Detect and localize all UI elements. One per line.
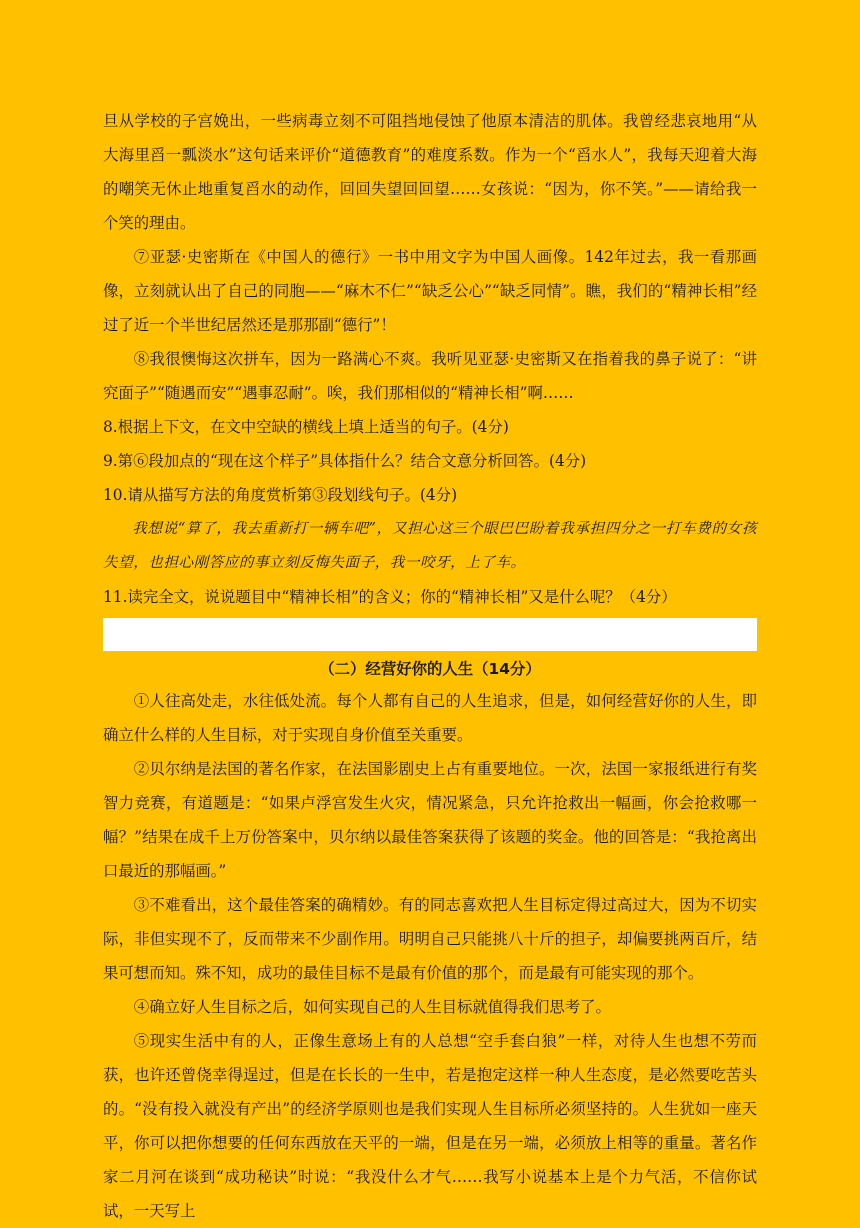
paragraph-8: ⑧我很懊悔这次拼车，因为一路满心不爽。我听见亚瑟·史密斯又在指着我的鼻子说了：“讲究面子”“随遇而安”“遇事忍耐”。唉，我们那相似的“精神长相”啊……	[103, 350, 757, 402]
essay-paragraph-1: ①人往高处走，水往低处流。每个人都有自己的人生追求，但是，如何经营好你的人生，即确立什么样的人生目标，对于实现自身价值至关重要。	[103, 692, 757, 744]
section-2-title: （二）经营好你的人生（14分）	[319, 660, 541, 678]
paragraph-6-continued: 旦从学校的子宫娩出，一些病毒立刻不可阻挡地侵蚀了他原本清洁的肌体。我曾经悲哀地用“从大海里舀一瓢淡水”这句话来评价“道德教育”的难度系数。作为一个“舀水人”，我每天迎着大海的嘲笑无休止地重复舀水的动作，回回失望回回望……女孩说：“因为，你不笑。”——请给我一个笑的理由。	[103, 112, 757, 232]
question-8: 8.根据上下文，在文中空缺的横线上填上适当的句子。(4分)	[103, 418, 509, 436]
answer-blank-bar	[103, 618, 757, 651]
question-9: 9.第⑥段加点的“现在这个样子”具体指什么？结合文意分析回答。(4分)	[103, 452, 587, 470]
essay-paragraph-2: ②贝尔纳是法国的著名作家，在法国影剧史上占有重要地位。一次，法国一家报纸进行有奖智力竞赛，有道题是：“如果卢浮宫发生火灾，情况紧急，只允许抢救出一幅画，你会抢救哪一幅？”结果在成千上万份答案中，贝尔纳以最佳答案获得了该题的奖金。他的回答是：“我抢离出口最近的那幅画。”	[103, 760, 757, 880]
essay-paragraph-5: ⑤现实生活中有的人，正像生意场上有的人总想“空手套白狼”一样，对待人生也想不劳而获，也许还曾侥幸得逞过，但是在长长的一生中，若是抱定这样一种人生态度，是必然要吃苦头的。“没有投入就没有产出”的经济学原则也是我们实现人生目标所必须坚持的。人生犹如一座天平，你可以把你想要的任何东西放在天平的一端，但是在另一端，必须放上相等的重量。著名作家二月河在谈到“成功秘诀”时说：“我没什么才气……我写小说基本上是个力气活，不信你试试，一天写上	[103, 1032, 757, 1220]
quoted-sentence: 我想说“算了，我去重新打一辆车吧”，又担心这三个眼巴巴盼着我承担四分之一打车费的女孩失望，也担心刚答应的事立刻反悔失面子，我一咬牙，上了车。	[103, 520, 757, 571]
question-10: 10.请从描写方法的角度赏析第③段划线句子。(4分)	[103, 486, 458, 504]
document-body	[103, 104, 757, 1228]
essay-paragraph-4: ④确立好人生目标之后，如何实现自己的人生目标就值得我们思考了。	[133, 998, 611, 1016]
paragraph-7: ⑦亚瑟·史密斯在《中国人的德行》一书中用文字为中国人画像。142年过去，我一看那画像，立刻就认出了自己的同胞——“麻木不仁”“缺乏公心”“缺乏同情”。瞧，我们的“精神长相”经过了近一个半世纪居然还是那那副“德行”！	[103, 248, 757, 334]
essay-paragraph-3: ③不难看出，这个最佳答案的确精妙。有的同志喜欢把人生目标定得过高过大，因为不切实际，非但实现不了，反而带来不少副作用。明明自己只能挑八十斤的担子，却偏要挑两百斤，结果可想而知。殊不知，成功的最佳目标不是最有价值的那个，而是最有可能实现的那个。	[103, 896, 757, 982]
question-11: 11.读完全文，说说题目中“精神长相”的含义；你的“精神长相”又是什么呢？（4分）	[103, 588, 677, 606]
